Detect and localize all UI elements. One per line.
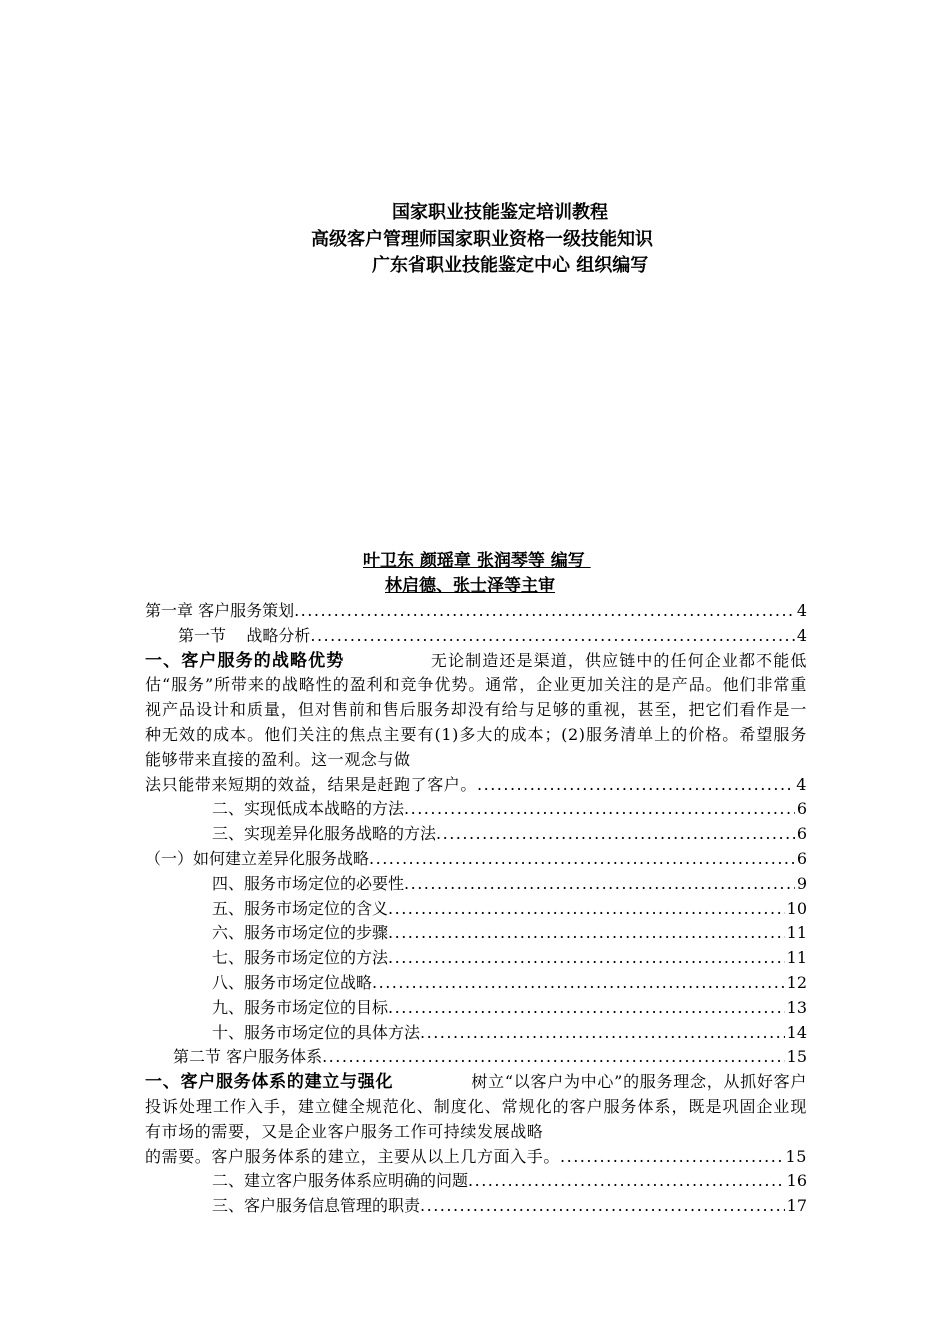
toc-entry-label: 第一章 客户服务策划: [145, 601, 295, 620]
toc-page-number: 15: [786, 1047, 807, 1067]
toc-entry-body: 无论制造还是渠道，供应链中的任何企业都不能低估“服务”所带来的战略性的盈利和竞争优势。通常，企业更加关注的是产品。他们非常重视产品设计和质量，但对售前和售后服务却没有给与足够的重视，甚至，把它们看作是一种无效的成本。他们关注的焦点主要有(1)多大的成本；(2)服务清单上的价格。希望服务能够带来直接的盈利。这一观念与做: [145, 650, 808, 769]
toc-entry-group: [145, 1169, 807, 1219]
toc-entry-service-system[interactable]: [145, 1070, 807, 1169]
document-title: 国家职业技能鉴定培训教程: [392, 202, 608, 223]
toc-dot-leader: [294, 599, 795, 624]
toc-dot-leader: [468, 1169, 785, 1194]
toc-entry-label: 第二节 客户服务体系: [173, 1047, 323, 1067]
toc-page-number: 15: [785, 1146, 807, 1166]
toc-entry-section-1[interactable]: [145, 624, 807, 649]
toc-page-number: 6: [796, 848, 807, 868]
toc-entry-label: 八、服务市场定位战略: [212, 972, 373, 992]
toc-dot-leader: [310, 624, 794, 649]
toc-page-number: 12: [786, 972, 807, 992]
document-subtitle: 高级客户管理师国家职业资格一级技能知识: [311, 229, 653, 250]
toc-entry[interactable]: [145, 872, 807, 897]
toc-entry[interactable]: [145, 946, 807, 971]
toc-page-number: 11: [786, 923, 807, 943]
toc-dot-leader: [369, 847, 795, 872]
toc-dot-leader: [388, 996, 785, 1021]
toc-page-number: 13: [786, 997, 807, 1017]
toc-dot-leader: [404, 797, 795, 822]
toc-page-number: 17: [786, 1196, 807, 1216]
toc-entry[interactable]: [145, 822, 807, 847]
toc-page-number: 6: [796, 824, 807, 844]
toc-page-number: 4: [796, 601, 807, 620]
toc-entry-label: 三、客户服务信息管理的职责: [212, 1196, 421, 1216]
toc-entry-chapter-1[interactable]: [145, 599, 807, 624]
reviewers-line: 林启德、张士泽等主审: [385, 576, 555, 596]
toc-entry[interactable]: [145, 797, 807, 822]
toc-page-number: 9: [796, 873, 807, 893]
toc-dot-leader: [322, 1045, 785, 1070]
toc-entry[interactable]: [145, 996, 807, 1021]
toc-page-number: 14: [786, 1022, 807, 1042]
toc-page-number: 11: [786, 948, 807, 968]
toc-entry-label: 三、实现差异化服务战略的方法: [212, 824, 437, 844]
toc-dot-leader: [560, 1145, 783, 1170]
toc-dot-leader: [404, 872, 795, 897]
toc-dot-leader: [420, 1021, 785, 1046]
toc-entry[interactable]: [145, 847, 807, 872]
toc-page-number: 10: [786, 898, 807, 918]
toc-entry-label: 九、服务市场定位的目标: [212, 997, 389, 1017]
toc-entry-label: 四、服务市场定位的必要性: [212, 873, 405, 893]
toc-entry-label: 六、服务市场定位的步骤: [212, 923, 389, 943]
toc-entry[interactable]: [145, 1194, 807, 1219]
toc-entry[interactable]: [145, 1021, 807, 1046]
toc-entry[interactable]: [145, 971, 807, 996]
toc-entry[interactable]: [145, 1169, 807, 1194]
toc-entry-label: 二、实现低成本战略的方法: [212, 799, 405, 819]
toc-entry[interactable]: [145, 921, 807, 946]
toc-dot-leader: [388, 946, 785, 971]
toc-entry-body-end: 的需要。客户服务体系的建立，主要从以上几方面入手。: [145, 1146, 561, 1166]
toc-entry-label: 十、服务市场定位的具体方法: [212, 1022, 421, 1042]
toc-entry-group: [145, 797, 807, 1070]
toc-entry[interactable]: [145, 897, 807, 922]
toc-entry-strategic-advantage[interactable]: [145, 649, 807, 798]
document-publisher: 广东省职业技能鉴定中心 组织编写: [372, 255, 649, 276]
toc-entry-label: （一）如何建立差异化服务战略: [145, 848, 370, 868]
toc-dot-leader: [388, 921, 785, 946]
toc-entry-label: 二、建立客户服务体系应明确的问题: [212, 1171, 469, 1191]
toc-page-number: 16: [786, 1171, 807, 1191]
toc-entry-label: 第一节 战略分析: [178, 625, 311, 645]
toc-entry[interactable]: [145, 1045, 807, 1070]
toc-entry-label: 七、服务市场定位的方法: [212, 948, 389, 968]
toc-dot-leader: [477, 773, 794, 798]
toc-dot-leader: [436, 822, 795, 847]
toc-entry-body: 树立“以客户为中心”的服务理念，从抓好客户投诉处理工作入手，建立健全规范化、制度化、常规化的客户服务体系，既是巩固企业现有市场的需要，又是企业客户服务工作可持续发展战略: [145, 1072, 807, 1141]
toc-entry-heading: 一、客户服务体系的建立与强化: [145, 1072, 394, 1093]
toc-entry-heading: 一、客户服务的战略优势: [145, 650, 345, 671]
toc-page-number: 6: [796, 799, 807, 819]
toc-dot-leader: [372, 971, 785, 996]
toc-dot-leader: [420, 1194, 785, 1219]
table-of-contents: [145, 599, 807, 1219]
toc-dot-leader: [388, 897, 785, 922]
toc-entry-body-end: 法只能带来短期的效益，结果是赶跑了客户。: [145, 774, 478, 794]
authors-line: 叶卫东 颜瑶章 张润琴等 编写: [363, 551, 591, 571]
toc-entry-label: 五、服务市场定位的含义: [212, 898, 389, 918]
toc-page-number: 4: [796, 774, 807, 794]
toc-page-number: 4: [796, 625, 807, 645]
